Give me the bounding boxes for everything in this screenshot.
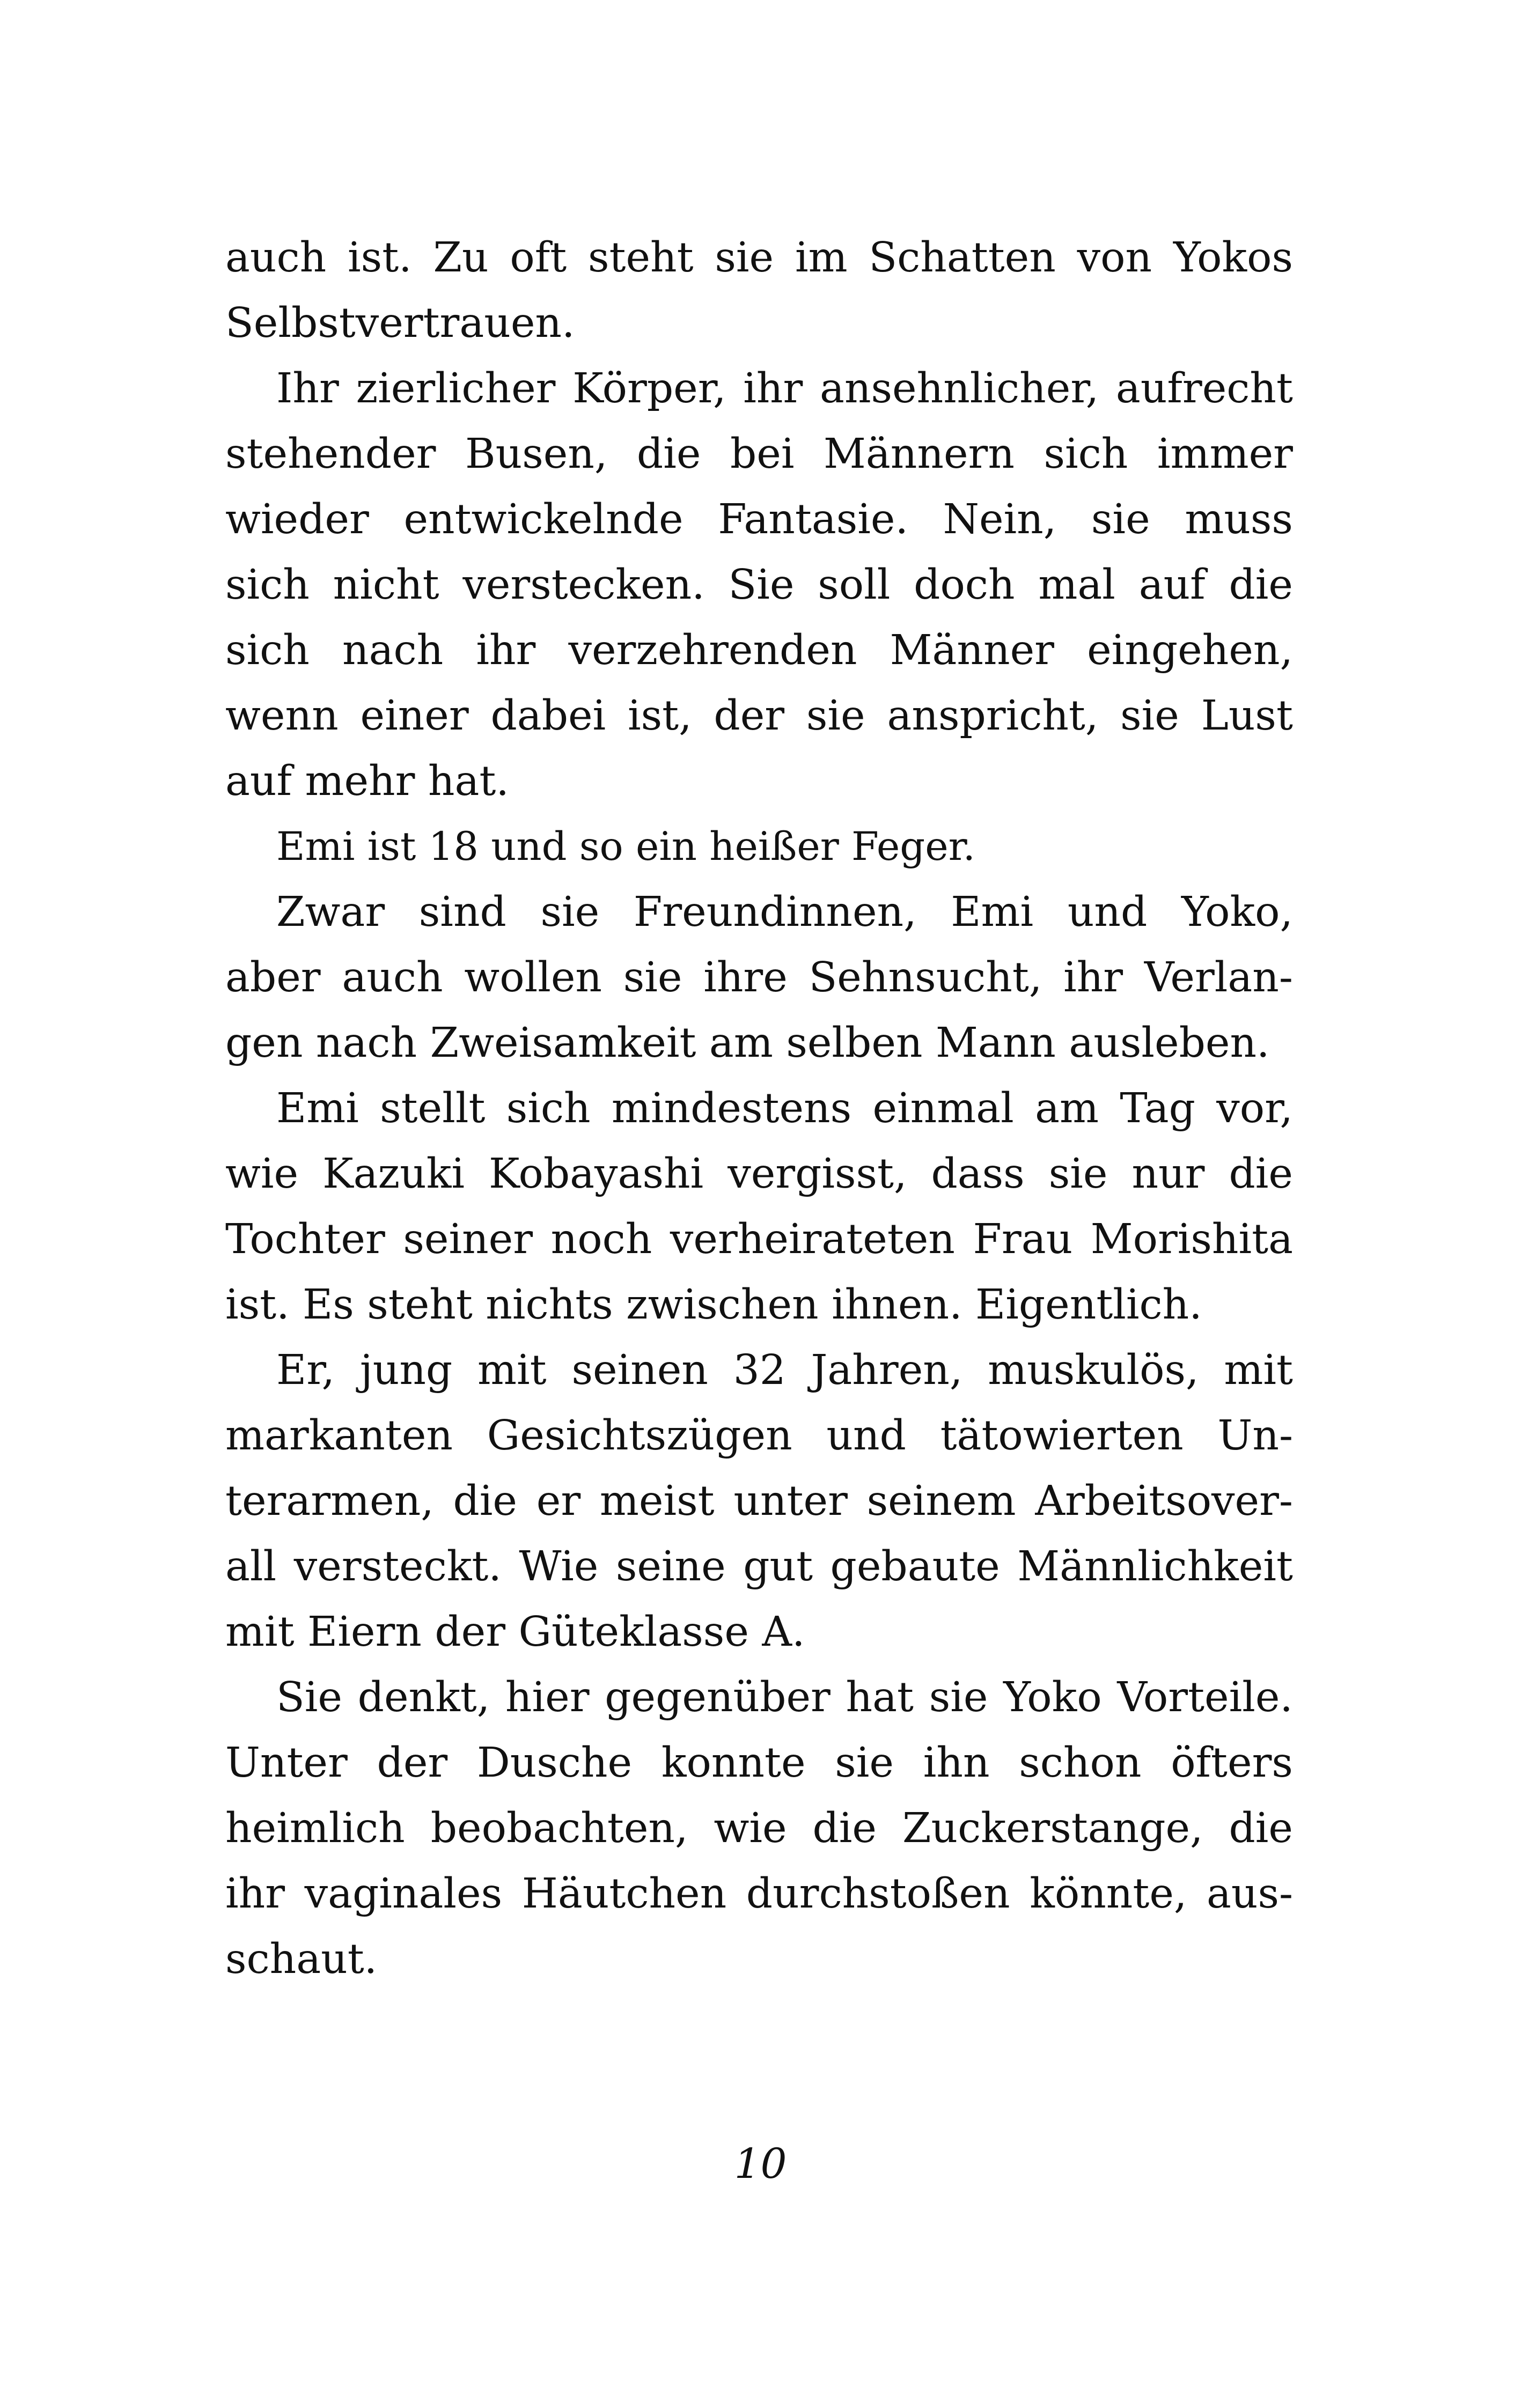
text-line: heimlich beobachten, wie die Zuckerstange, die [225,1805,1293,1852]
text-line: schaut. [225,1935,378,1983]
text-line: Zwar sind sie Freundinnen, Emi und Yoko, [276,888,1293,936]
text-line: wenn einer dabei ist, der sie anspricht, sie Lust [225,692,1293,740]
text-line: ist. Es steht nichts zwischen ihnen. Eigentlich. [225,1281,1202,1329]
text-line: wie Kazuki Kobayashi vergisst, dass sie nur die [225,1150,1293,1198]
text-line: auf mehr hat. [225,757,509,805]
text-line: mit Eiern der Güteklasse A. [225,1608,805,1656]
text-line: Unter der Dusche konnte sie ihn schon öfters [225,1739,1293,1787]
text-line: all versteckt. Wie seine gut gebaute Männlichkeit [225,1543,1293,1590]
text-line: sich nicht verstecken. Sie soll doch mal auf die [225,561,1293,609]
text-line: terarmen, die er meist unter seinem Arbeitsover- [225,1477,1293,1525]
text-line: Sie denkt, hier gegenüber hat sie Yoko Vorteile. [276,1674,1293,1721]
text-line: Er, jung mit seinen 32 Jahren, muskulös, mit [276,1346,1293,1394]
text-line: Emi stellt sich mindestens einmal am Tag vor, [276,1085,1293,1132]
text-line: Emi ist 18 und so ein heißer Feger. [276,824,975,870]
text-line: stehender Busen, die bei Männern sich immer [225,430,1293,478]
text-line: Selbstvertrauen. [225,299,575,347]
text-line: aber auch wollen sie ihre Sehnsucht, ihr Verlan- [225,954,1293,1002]
text-line: Tochter seiner noch verheirateten Frau Morishita [225,1216,1293,1263]
body-text [225,225,1293,1992]
page-number: 10 [734,2140,787,2188]
text-line: gen nach Zweisamkeit am selben Mann ausleben. [225,1019,1270,1067]
text-line: sich nach ihr verzehrenden Männer eingehen, [225,627,1293,674]
text-line: auch ist. Zu oft steht sie im Schatten von Yokos [225,234,1293,282]
text-line: wieder entwickelnde Fantasie. Nein, sie muss [225,496,1293,543]
text-line: markanten Gesichtszügen und tätowierten Un- [225,1412,1293,1460]
text-line: ihr vaginales Häutchen durchstoßen könnte, aus- [225,1870,1293,1918]
text-line: Ihr zierlicher Körper, ihr ansehnlicher, aufrecht [276,365,1293,413]
